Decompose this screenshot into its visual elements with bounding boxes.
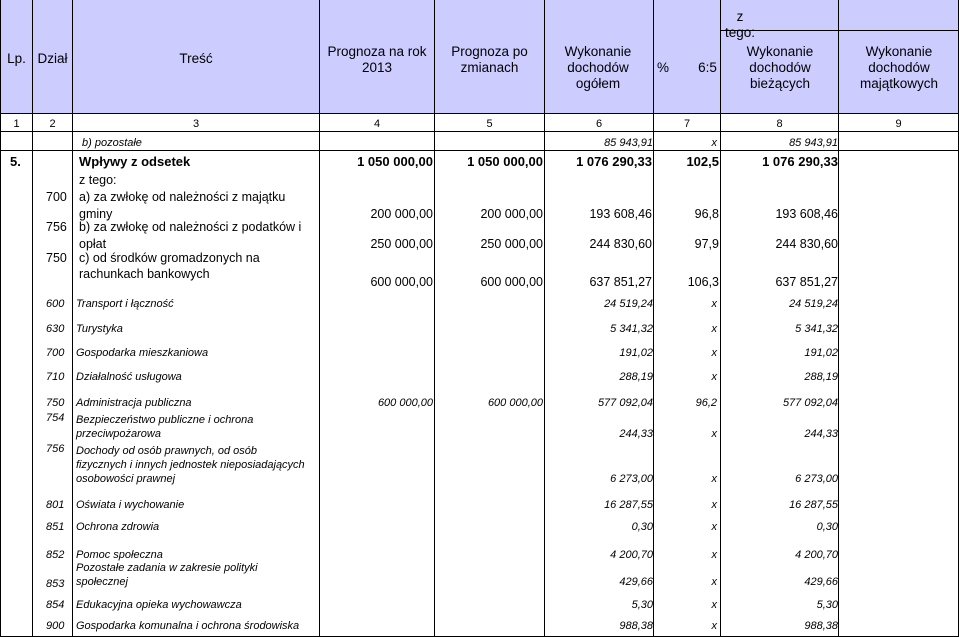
cell-ogolem: 85 943,91 <box>604 137 653 149</box>
cell-po-zmianach: 600 000,00 <box>487 397 543 409</box>
grid-line <box>0 150 959 151</box>
row-label: Edukacyjna opieka wychowawcza <box>76 599 242 611</box>
row-label: Pomoc społeczna <box>76 549 163 561</box>
header-lp: Lp. <box>7 51 26 66</box>
row-dzial: 750 <box>46 251 67 265</box>
cell-ogolem: 0,30 <box>631 521 653 533</box>
cell-po-zmianach: 250 000,00 <box>480 237 543 251</box>
row-label-line1: c) od środków gromadzonych na <box>79 251 260 265</box>
cell-ogolem: 24 519,24 <box>604 298 653 310</box>
cell-biezace: 16 287,55 <box>789 499 838 511</box>
cell-ogolem: 6 273,00 <box>610 473 653 485</box>
cell-pct: x <box>711 473 717 485</box>
column-number: 6 <box>595 118 603 130</box>
grid-line <box>0 0 1 637</box>
row-label-line1: Bezpieczeństwo publiczne i ochrona <box>76 414 254 426</box>
row-dzial: 853 <box>46 578 65 590</box>
cell-ogolem: 288,19 <box>619 371 653 383</box>
row-label: Oświata i wychowanie <box>76 499 185 511</box>
row-label: Administracja publiczna <box>76 397 192 409</box>
row-dzial: 852 <box>46 549 65 561</box>
cell-ogolem: 4 200,70 <box>610 549 653 561</box>
cell-plan: 200 000,00 <box>370 207 433 221</box>
cell-ogolem: 1 076 290,33 <box>576 154 652 169</box>
cell-ogolem: 244 830,60 <box>589 237 652 251</box>
row-label-line2: rachunkach bankowych <box>79 267 210 281</box>
cell-biezace: 191,02 <box>804 347 838 359</box>
cell-biezace: 5,30 <box>816 599 838 611</box>
column-number: 8 <box>776 118 783 130</box>
row-label: z tego: <box>79 173 117 187</box>
row-label-line3: osobowości prawnej <box>76 473 176 485</box>
cell-pct: 97,9 <box>694 237 719 251</box>
cell-ogolem: 244,33 <box>619 428 653 440</box>
row-label: Transport i łączność <box>76 298 174 310</box>
header-prognoza-po: Prognoza po zmianach <box>451 44 528 75</box>
cell-ogolem: 5,30 <box>631 599 653 611</box>
column-number: 2 <box>49 118 56 130</box>
cell-pct: x <box>711 499 717 511</box>
cell-biezace: 244 830,60 <box>775 237 838 251</box>
grid-line <box>720 0 721 637</box>
row-label-line2: przeciwpożarowa <box>76 428 161 440</box>
grid-line <box>838 0 839 637</box>
cell-biezace: 6 273,00 <box>795 473 838 485</box>
cell-pct: x <box>711 549 717 561</box>
header-percent: % <box>656 60 669 75</box>
row-dzial: 700 <box>46 190 67 204</box>
cell-pct: x <box>711 298 717 310</box>
row-label-line2: fizycznych i innych jednostek nieposiadających <box>76 459 305 471</box>
cell-pct: 96,8 <box>694 207 719 221</box>
row-dzial: 801 <box>46 499 65 511</box>
cell-biezace: 1 076 290,33 <box>762 154 838 169</box>
row-label: Wpływy z odsetek <box>79 154 191 169</box>
header-dzial: Dział <box>37 51 68 66</box>
row-dzial: 854 <box>46 599 65 611</box>
row-dzial: 754 <box>46 412 65 424</box>
row-label: Działalność usługowa <box>76 371 182 383</box>
cell-biezace: 577 092,04 <box>782 397 838 409</box>
row-label-line2: gminy <box>79 207 113 221</box>
cell-ogolem: 429,66 <box>619 576 653 588</box>
cell-biezace: 0,30 <box>816 521 838 533</box>
column-number: 7 <box>683 118 691 130</box>
header-prognoza-rok: Prognoza na rok 2013 <box>327 44 427 75</box>
cell-biezace: 429,66 <box>804 576 838 588</box>
header-tresc: Treść <box>179 51 213 66</box>
cell-pct: x <box>711 576 717 588</box>
row-label-line1: Pozostałe zadania w zakresie polityki <box>76 562 258 574</box>
row-label-line1: a) za zwłokę od należności z majątku <box>79 190 286 204</box>
cell-pct: 96,2 <box>695 397 717 409</box>
cell-po-zmianach: 200 000,00 <box>480 207 543 221</box>
cell-pct: x <box>711 521 717 533</box>
cell-ogolem: 988,38 <box>619 620 653 632</box>
grid-line <box>0 113 959 114</box>
cell-pct: x <box>711 347 717 359</box>
cell-pct: x <box>711 428 717 440</box>
header-wykonanie-biezace: Wykonanie dochodów bieżących <box>746 44 814 91</box>
grid-line <box>32 0 33 637</box>
cell-biezace: 637 851,27 <box>775 275 838 289</box>
row-label: Turystyka <box>76 323 123 335</box>
row-dzial: 700 <box>46 347 65 359</box>
row-label: Gospodarka komunalna i ochrona środowiska <box>76 620 300 632</box>
header-wykonanie-majatkowe: Wykonanie dochodów majątkowych <box>859 44 939 91</box>
row-label-line1: Dochody od osób prawnych, od osób <box>76 445 258 457</box>
row-dzial: 600 <box>46 298 65 310</box>
cell-po-zmianach: 600 000,00 <box>480 275 543 289</box>
cell-ogolem: 577 092,04 <box>597 397 653 409</box>
row-dzial: 756 <box>46 443 65 455</box>
cell-biezace: 288,19 <box>804 371 838 383</box>
column-number: 4 <box>373 118 381 130</box>
cell-biezace: 5 341,32 <box>795 323 838 335</box>
cell-ogolem: 193 608,46 <box>589 207 652 221</box>
cell-pct: x <box>711 599 717 611</box>
cell-biezace: 988,38 <box>804 620 838 632</box>
cell-pct: 106,3 <box>687 275 719 289</box>
row-dzial: 851 <box>46 521 65 533</box>
cell-biezace: 24 519,24 <box>789 298 838 310</box>
row-label: Ochrona zdrowia <box>76 521 160 533</box>
header-z-tego: z tego: <box>724 9 756 40</box>
grid-line <box>653 0 654 637</box>
row-label: Gospodarka mieszkaniowa <box>76 347 209 359</box>
cell-pct: x <box>711 323 717 335</box>
grid-line <box>72 0 73 637</box>
cell-biezace: 4 200,70 <box>795 549 838 561</box>
grid-line <box>0 131 959 132</box>
cell-biezace: 244,33 <box>804 428 838 440</box>
cell-plan: 600 000,00 <box>370 275 433 289</box>
row-label: b) pozostałe <box>82 137 142 149</box>
cell-pct: x <box>711 137 717 149</box>
cell-pct: 102,5 <box>686 154 719 169</box>
row-dzial: 900 <box>46 620 65 632</box>
header-wykonanie-ogolem: Wykonanie dochodów ogółem <box>564 44 632 91</box>
grid-line <box>434 0 435 637</box>
cell-biezace: 193 608,46 <box>775 207 838 221</box>
cell-biezace: 85 943,91 <box>789 137 838 149</box>
grid-line <box>319 0 320 637</box>
column-number: 1 <box>13 118 20 130</box>
cell-plan: 1 050 000,00 <box>357 154 433 169</box>
cell-ogolem: 191,02 <box>619 347 653 359</box>
row-dzial: 630 <box>46 323 65 335</box>
row-label-line1: b) za zwłokę od należności z podatków i <box>79 220 302 234</box>
row-dzial: 710 <box>46 371 65 383</box>
cell-plan: 250 000,00 <box>370 237 433 251</box>
column-number: 5 <box>486 118 493 130</box>
cell-ogolem: 5 341,32 <box>610 323 653 335</box>
cell-ogolem: 637 851,27 <box>589 275 652 289</box>
cell-plan: 600 000,00 <box>377 397 433 409</box>
cell-pct: x <box>711 371 717 383</box>
row-lp: 5. <box>10 154 21 169</box>
cell-pct: x <box>711 620 717 632</box>
row-dzial: 750 <box>46 397 65 409</box>
column-number: 9 <box>895 118 902 130</box>
cell-po-zmianach: 1 050 000,00 <box>467 154 543 169</box>
grid-line <box>544 0 545 637</box>
header-ratio: 6:5 <box>698 60 717 75</box>
row-dzial: 756 <box>46 220 67 234</box>
row-label-line2: opłat <box>79 237 107 251</box>
column-number: 3 <box>192 118 200 130</box>
row-label-line2: społecznej <box>76 576 128 588</box>
cell-ogolem: 16 287,55 <box>604 499 653 511</box>
